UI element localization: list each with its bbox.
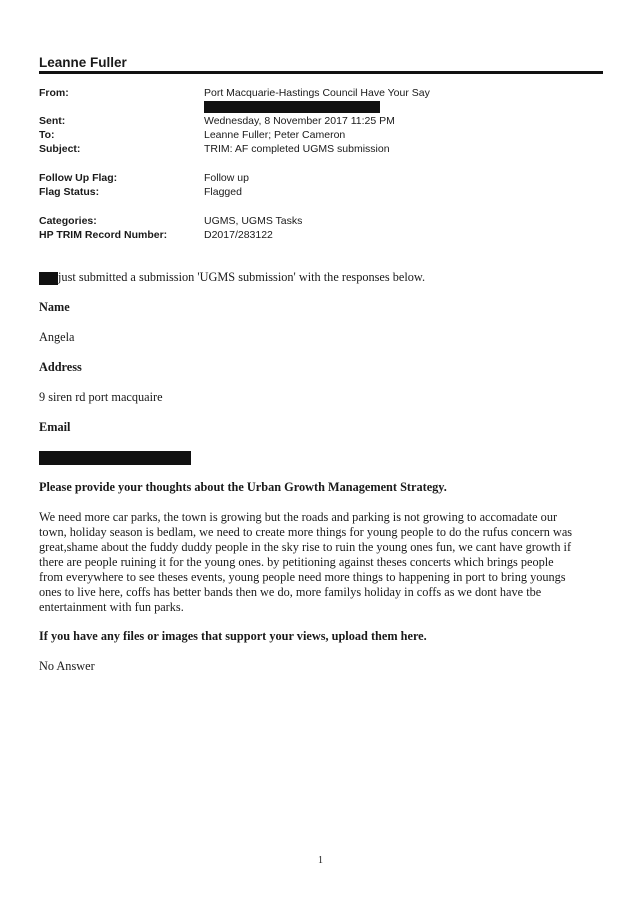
thoughts-answer bbox=[39, 510, 604, 615]
header-rule bbox=[39, 71, 603, 74]
redacted-submitter bbox=[39, 272, 58, 285]
redacted-from-address bbox=[204, 101, 380, 113]
trim-record-value: D2017/283122 bbox=[204, 229, 273, 241]
sender-name-heading: Leanne Fuller bbox=[39, 55, 127, 70]
flag-status-label: Flag Status: bbox=[39, 186, 100, 198]
answer-line: We need more car parks, the town is growing but the roads and parking is not growing to accomadate our bbox=[39, 510, 558, 524]
to-label: To: bbox=[39, 129, 55, 141]
from-value: Port Macquarie-Hastings Council Have Your Say bbox=[204, 87, 430, 99]
categories-label: Categories: bbox=[39, 215, 97, 227]
files-answer: No Answer bbox=[39, 659, 95, 673]
name-label: Name bbox=[39, 300, 70, 314]
answer-line: from everywhere to see theses events, young people need more things to happening in port to bring youngs bbox=[39, 570, 566, 584]
sent-label: Sent: bbox=[39, 115, 66, 127]
trim-record-label: HP TRIM Record Number: bbox=[39, 229, 168, 241]
answer-line: entertainment with fun parks. bbox=[39, 600, 184, 614]
files-question: If you have any files or images that support your views, upload them here. bbox=[39, 629, 427, 643]
flag-status-value: Flagged bbox=[204, 186, 242, 198]
answer-line: there are people ruining it for the young ones. by petitioning against theses concerts which brings people bbox=[39, 555, 554, 569]
answer-line: ones to live here, coffs has better bands then we do, more familys holiday in coffs as we dont have tbe bbox=[39, 585, 542, 599]
answer-line: town, holiday season is bedlam, we need to create more things for young people to do the rufus concern was bbox=[39, 525, 573, 539]
address-value: 9 siren rd port macquaire bbox=[39, 390, 163, 404]
to-value: Leanne Fuller; Peter Cameron bbox=[204, 129, 346, 141]
subject-label: Subject: bbox=[39, 143, 81, 155]
name-value: Angela bbox=[39, 330, 75, 344]
address-label: Address bbox=[39, 360, 82, 374]
from-label: From: bbox=[39, 87, 69, 99]
follow-up-flag-label: Follow Up Flag: bbox=[39, 172, 118, 184]
page-number: 1 bbox=[318, 855, 323, 866]
answer-line: great,shame about the fuddy duddy people in the sky rise to ruin the young ones fun, we cant have growth if bbox=[39, 540, 572, 554]
email-label: Email bbox=[39, 420, 71, 434]
thoughts-question: Please provide your thoughts about the Urban Growth Management Strategy. bbox=[39, 480, 447, 494]
redacted-email bbox=[39, 451, 191, 465]
categories-value: UGMS, UGMS Tasks bbox=[204, 215, 303, 227]
follow-up-flag-value: Follow up bbox=[204, 172, 249, 184]
subject-value: TRIM: AF completed UGMS submission bbox=[204, 143, 390, 155]
sent-value: Wednesday, 8 November 2017 11:25 PM bbox=[204, 115, 395, 127]
intro-text: just submitted a submission 'UGMS submission' with the responses below. bbox=[58, 270, 426, 284]
